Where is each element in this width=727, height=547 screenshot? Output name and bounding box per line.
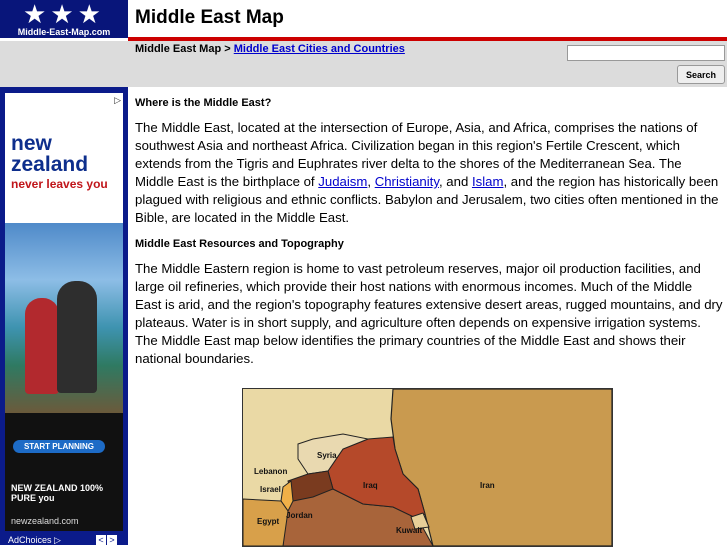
- ad-footer: [5, 413, 123, 531]
- paragraph-line: The Middle East map below identifies the primary countries of the Middle East and shows their: [135, 333, 686, 348]
- ad-prev-icon[interactable]: <: [96, 535, 106, 545]
- paragraph-line: The Middle Eastern region is home to vast petroleum reserves, major oil production facilities, and: [135, 261, 701, 276]
- page-title: Middle East Map: [135, 7, 284, 28]
- paragraph-intro: [135, 119, 727, 227]
- ad-url[interactable]: newzealand.com: [11, 516, 79, 526]
- logo-text: Middle-East-Map.com: [17, 27, 111, 37]
- ad-header: [5, 93, 123, 223]
- middle-east-map[interactable]: [242, 388, 613, 547]
- section-heading-resources: Middle East Resources and Topography: [135, 238, 344, 250]
- paragraph-line: national boundaries.: [135, 351, 254, 366]
- advertisement[interactable]: [5, 93, 123, 531]
- ad-start-planning-button[interactable]: START PLANNING: [13, 440, 105, 453]
- paragraph-resources: [135, 260, 727, 368]
- map-label-syria: Syria: [317, 451, 337, 460]
- link-judaism[interactable]: Judaism: [318, 174, 368, 189]
- ad-headline-line1: new: [11, 132, 52, 155]
- paragraph-line: plagued with religious and ethnic conflicts. Babylon and Jerusalem, two cities often mentioned in the: [135, 192, 719, 207]
- ad-headline-line2: zealand: [11, 153, 89, 176]
- paragraph-line: Bible, are located in the Middle East.: [135, 210, 350, 225]
- search-button[interactable]: Search: [677, 65, 725, 84]
- paragraph-line: extends from the Tigris and Euphrates river delta to the shores of the Mediterranean Sea. The: [135, 156, 682, 171]
- map-label-lebanon: Lebanon: [254, 467, 288, 476]
- map-graphic: [243, 389, 612, 546]
- paragraph-text: , and the region has historically been: [503, 174, 719, 189]
- section-heading-where: Where is the Middle East?: [135, 97, 272, 109]
- search-input[interactable]: [567, 45, 725, 61]
- adchoices-icon[interactable]: ▷: [114, 95, 121, 105]
- ad-brand: NEW ZEALAND 100% PURE you: [11, 483, 104, 503]
- main-content: [135, 92, 727, 378]
- ad-next-icon[interactable]: >: [107, 535, 117, 545]
- ad-photo: [5, 223, 123, 413]
- breadcrumb: [135, 43, 405, 55]
- map-label-egypt: Egypt: [257, 517, 280, 526]
- paragraph-line: southwest Asia and northeast Africa. Civilization began in this region's Fertile Crescent, which: [135, 138, 680, 153]
- link-islam[interactable]: Islam: [471, 174, 504, 189]
- paragraph-line: East is arid, and the region's topography features extensive desert areas, rugged mountains, and dry: [135, 297, 723, 312]
- link-christianity[interactable]: Christianity: [374, 174, 439, 189]
- breadcrumb-link-cities[interactable]: Middle East Cities and Countries: [233, 43, 405, 55]
- ad-person-man: [57, 281, 97, 393]
- logo-stars: ★★★: [23, 0, 105, 29]
- breadcrumb-current: Middle East Map: [135, 43, 222, 55]
- map-label-israel: Israel: [260, 485, 281, 494]
- map-label-kuwait: Kuwait: [396, 526, 423, 535]
- map-label-jordan: Jordan: [286, 511, 313, 520]
- ad-person-woman: [25, 298, 59, 394]
- breadcrumb-separator: >: [221, 43, 234, 55]
- ad-tagline: never leaves you: [11, 177, 108, 191]
- site-logo[interactable]: [0, 0, 128, 38]
- adchoices-label[interactable]: AdChoices ▷: [8, 535, 61, 545]
- paragraph-line: large oil refineries, which provide their host nations with enormous incomes. Much of the Middle: [135, 279, 693, 294]
- paragraph-text: ,: [367, 174, 375, 189]
- paragraph-line: plateaus. Water is in short supply, and agriculture often depends on expensive irrigation systems.: [135, 315, 701, 330]
- paragraph-line: The Middle East, located at the intersection of Europe, Asia, and Africa, comprises the nations of: [135, 120, 698, 135]
- map-label-iraq: Iraq: [363, 481, 378, 490]
- ad-nav: [96, 535, 118, 545]
- paragraph-line: Middle East is the birthplace of: [135, 174, 319, 189]
- map-label-iran: Iran: [480, 481, 495, 490]
- paragraph-text: , and: [438, 174, 472, 189]
